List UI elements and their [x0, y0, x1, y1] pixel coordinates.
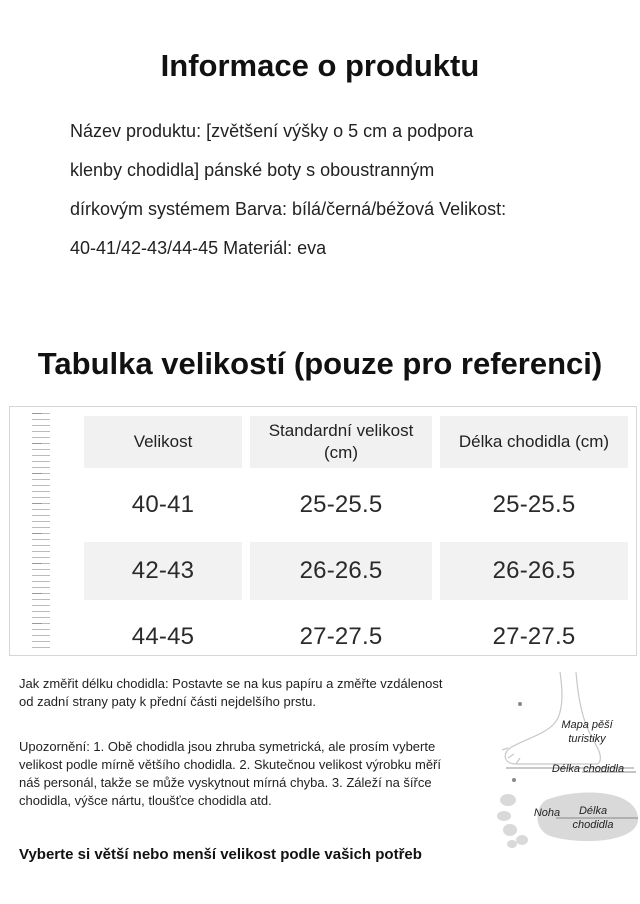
product-description — [70, 112, 590, 268]
illustration-label-length-top: Délka chodidla — [551, 763, 625, 775]
notice-text: Upozornění: 1. Obě chodidla jsou zhruba symetrická, ale prosím vyberte velikost podle mírně většího chodidla. 2. Skutečnou velikost výrobku měří náš personál, takže se může vyskytnout mírná chyba. 3. Záleží na šířce chodidla, výšce nártu, tloušťce chodidla atd. — [19, 739, 441, 808]
table-cell: 26-26.5 — [440, 542, 628, 600]
product-description-line: 40-41/42-43/44-45 Materiál: eva — [70, 238, 327, 258]
table-cell: 27-27.5 — [299, 623, 383, 650]
illustration-label-foot: Noha — [533, 807, 561, 819]
table-cell: 42-43 — [84, 542, 242, 600]
size-choice-note: Vyberte si větší nebo menší velikost podle vašich potřeb — [19, 846, 422, 863]
table-cell: 44-45 — [131, 623, 195, 650]
table-cell: 25-25.5 — [299, 491, 383, 518]
illustration-label-length-bottom: Délka chodidla — [572, 805, 614, 831]
table-cell: 25-25.5 — [492, 491, 576, 518]
measure-instructions: Jak změřit délku chodidla: Postavte se na kus papíru a změřte vzdálenost od zadní strany paty k přední části nejdelšího prstu. — [19, 676, 443, 709]
size-table-title: Tabulka velikostí (pouze pro referenci) — [37, 346, 603, 381]
product-description-line: dírkovým systémem Barva: bílá/černá/béžová Velikost: — [70, 199, 507, 219]
size-table-grid — [84, 416, 628, 656]
foot-measure-illustration — [486, 668, 640, 848]
column-header-standard-size: Standardní velikost (cm) — [250, 416, 432, 468]
table-cell: 27-27.5 — [492, 623, 576, 650]
product-description-line: klenby chodidla] pánské boty s oboustranným — [70, 160, 435, 180]
page-title: Informace o produktu — [160, 48, 480, 83]
table-cell: 26-26.5 — [250, 542, 432, 600]
ruler-graphic — [32, 413, 66, 653]
illustration-label-map: Mapa pěší turistiky — [561, 719, 613, 745]
column-header-size: Velikost — [84, 416, 242, 468]
product-description-line: Název produktu: [zvětšení výšky o 5 cm a podpora — [70, 121, 474, 141]
size-table — [9, 406, 637, 656]
column-header-foot-length: Délka chodidla (cm) — [440, 416, 628, 468]
table-cell: 40-41 — [131, 491, 195, 518]
